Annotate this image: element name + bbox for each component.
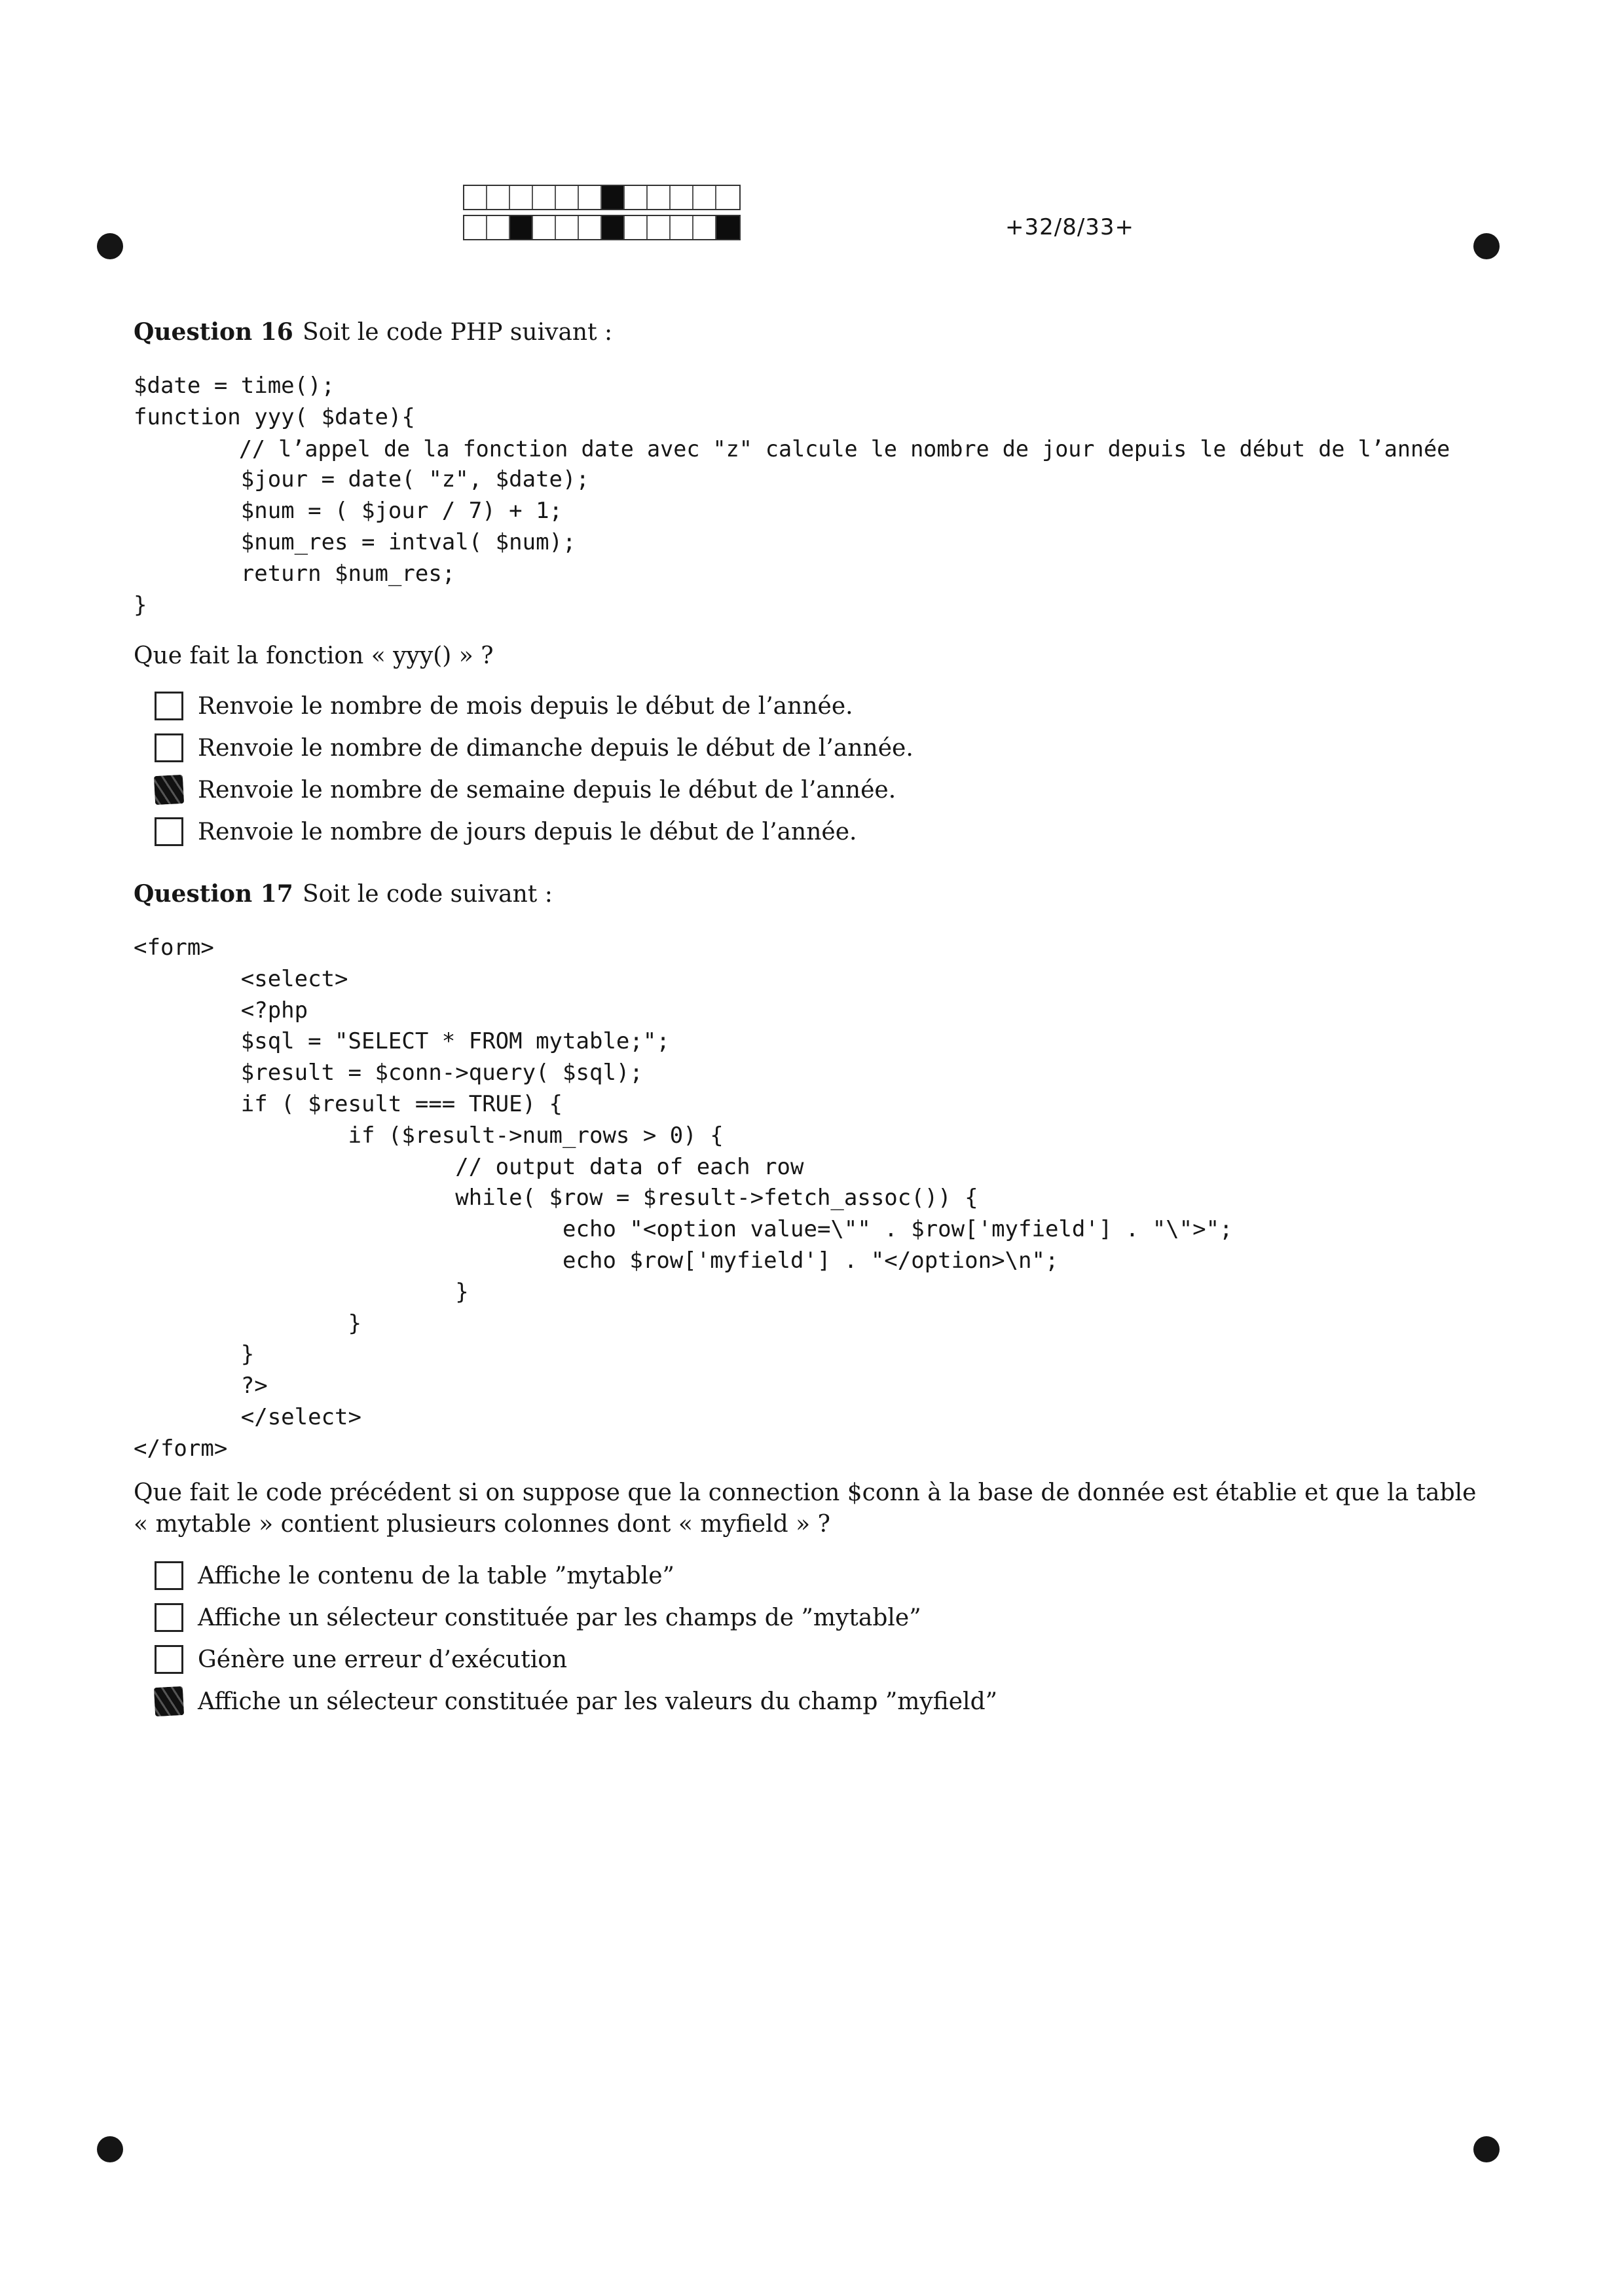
code-line: <select> xyxy=(134,965,348,992)
id-grid-row-1 xyxy=(463,185,741,210)
code-line: <?php xyxy=(134,997,308,1024)
code-line: // l’appel de la fonction date avec "z" calcule le nombre de jour depuis le début de l’année xyxy=(134,435,1450,462)
grid-cell xyxy=(556,186,579,209)
grid-cell xyxy=(648,216,671,239)
code-line: if ($result->num_rows > 0) { xyxy=(134,1122,724,1149)
registration-mark-top-right xyxy=(1473,233,1500,259)
question-17-label: Question 17 xyxy=(134,880,293,908)
checkbox[interactable] xyxy=(155,1603,183,1632)
grid-cell xyxy=(464,216,487,239)
option-label: Affiche le contenu de la table ”mytable” xyxy=(198,1562,674,1589)
grid-cell xyxy=(671,186,693,209)
question-16-option-4[interactable] xyxy=(155,817,857,846)
registration-mark-top-left xyxy=(97,233,123,259)
question-16-option-3[interactable] xyxy=(155,775,896,804)
code-line: $sql = "SELECT * FROM mytable;"; xyxy=(134,1028,670,1055)
grid-cell xyxy=(510,186,533,209)
question-17-prompt: Que fait le code précédent si on suppose que la connection $conn à la base de donnée est établie et que la table « mytable » contient plusieurs colonnes dont « myfield » ? xyxy=(134,1479,1477,1538)
code-line: $num_res = intval( $num); xyxy=(134,528,576,555)
code-line: $result = $conn->query( $sql); xyxy=(134,1060,643,1086)
grid-cell xyxy=(693,186,716,209)
code-line: $num = ( $jour / 7) + 1; xyxy=(134,498,563,525)
grid-cell-filled xyxy=(602,186,625,209)
checkbox[interactable] xyxy=(155,1561,183,1590)
question-16-option-2[interactable] xyxy=(155,733,913,762)
grid-cell xyxy=(625,186,648,209)
option-label: Renvoie le nombre de dimanche depuis le début de l’année. xyxy=(198,734,913,762)
code-line: // output data of each row xyxy=(134,1153,804,1180)
grid-cell xyxy=(579,216,602,239)
checkbox[interactable] xyxy=(155,692,183,720)
code-line: function yyy( $date){ xyxy=(134,403,415,430)
code-line: $date = time(); xyxy=(134,373,335,399)
code-line: $jour = date( "z", $date); xyxy=(134,466,589,493)
code-line: echo $row['myfield'] . "</option>\n"; xyxy=(134,1247,1059,1274)
grid-cell xyxy=(533,216,556,239)
checkbox-checked[interactable] xyxy=(154,1686,184,1716)
grid-cell xyxy=(487,216,510,239)
code-line: } xyxy=(134,1310,361,1337)
checkbox[interactable] xyxy=(155,1645,183,1674)
grid-cell xyxy=(579,186,602,209)
grid-cell xyxy=(693,216,716,239)
page-code: +32/8/33+ xyxy=(1005,214,1135,240)
grid-cell xyxy=(625,216,648,239)
code-line: </form> xyxy=(134,1435,228,1462)
option-label: Affiche un sélecteur constituée par les valeurs du champ ”myfield” xyxy=(198,1688,998,1715)
code-line: ?> xyxy=(134,1373,268,1399)
checkbox[interactable] xyxy=(155,733,183,762)
code-line: } xyxy=(134,1341,255,1368)
option-label: Génère une erreur d’exécution xyxy=(198,1646,568,1673)
question-16-prompt: Que fait la fonction « yyy() » ? xyxy=(134,642,494,669)
option-label: Renvoie le nombre de semaine depuis le début de l’année. xyxy=(198,776,896,804)
id-grid-row-2 xyxy=(463,215,741,240)
grid-cell-filled xyxy=(716,216,739,239)
code-line: return $num_res; xyxy=(134,560,456,587)
code-line: if ( $result === TRUE) { xyxy=(134,1090,563,1117)
question-17-option-1[interactable] xyxy=(155,1561,674,1590)
grid-cell-filled xyxy=(602,216,625,239)
question-16-option-1[interactable] xyxy=(155,692,853,720)
registration-mark-bottom-left xyxy=(97,2136,123,2162)
question-16-code xyxy=(134,371,1450,621)
question-17-option-2[interactable] xyxy=(155,1603,921,1632)
question-17-header xyxy=(134,880,553,908)
code-line: </select> xyxy=(134,1403,361,1430)
question-16-intro: Soit le code PHP suivant : xyxy=(303,319,613,346)
grid-cell-filled xyxy=(510,216,533,239)
grid-cell xyxy=(533,186,556,209)
option-label: Renvoie le nombre de jours depuis le début de l’année. xyxy=(198,818,857,845)
grid-cell xyxy=(648,186,671,209)
code-line: <form> xyxy=(134,935,214,961)
question-17-option-4[interactable] xyxy=(155,1687,997,1716)
question-16-header xyxy=(134,318,612,346)
checkbox[interactable] xyxy=(155,817,183,846)
grid-cell xyxy=(487,186,510,209)
option-label: Affiche un sélecteur constituée par les champs de ”mytable” xyxy=(198,1604,921,1631)
grid-cell xyxy=(556,216,579,239)
code-line: while( $row = $result->fetch_assoc()) { xyxy=(134,1185,978,1212)
question-17-option-3[interactable] xyxy=(155,1645,567,1674)
checkbox-checked[interactable] xyxy=(154,775,184,805)
code-line: } xyxy=(134,1278,469,1305)
grid-cell xyxy=(671,216,693,239)
code-line: } xyxy=(134,591,147,618)
registration-mark-bottom-right xyxy=(1473,2136,1500,2162)
option-label: Renvoie le nombre de mois depuis le début de l’année. xyxy=(198,692,853,720)
grid-cell xyxy=(716,186,739,209)
code-line: echo "<option value=\"" . $row['myfield'] . "\">"; xyxy=(134,1216,1233,1243)
question-17-intro: Soit le code suivant : xyxy=(303,881,553,908)
question-17-code xyxy=(134,933,1233,1465)
question-16-label: Question 16 xyxy=(134,318,293,346)
grid-cell xyxy=(464,186,487,209)
